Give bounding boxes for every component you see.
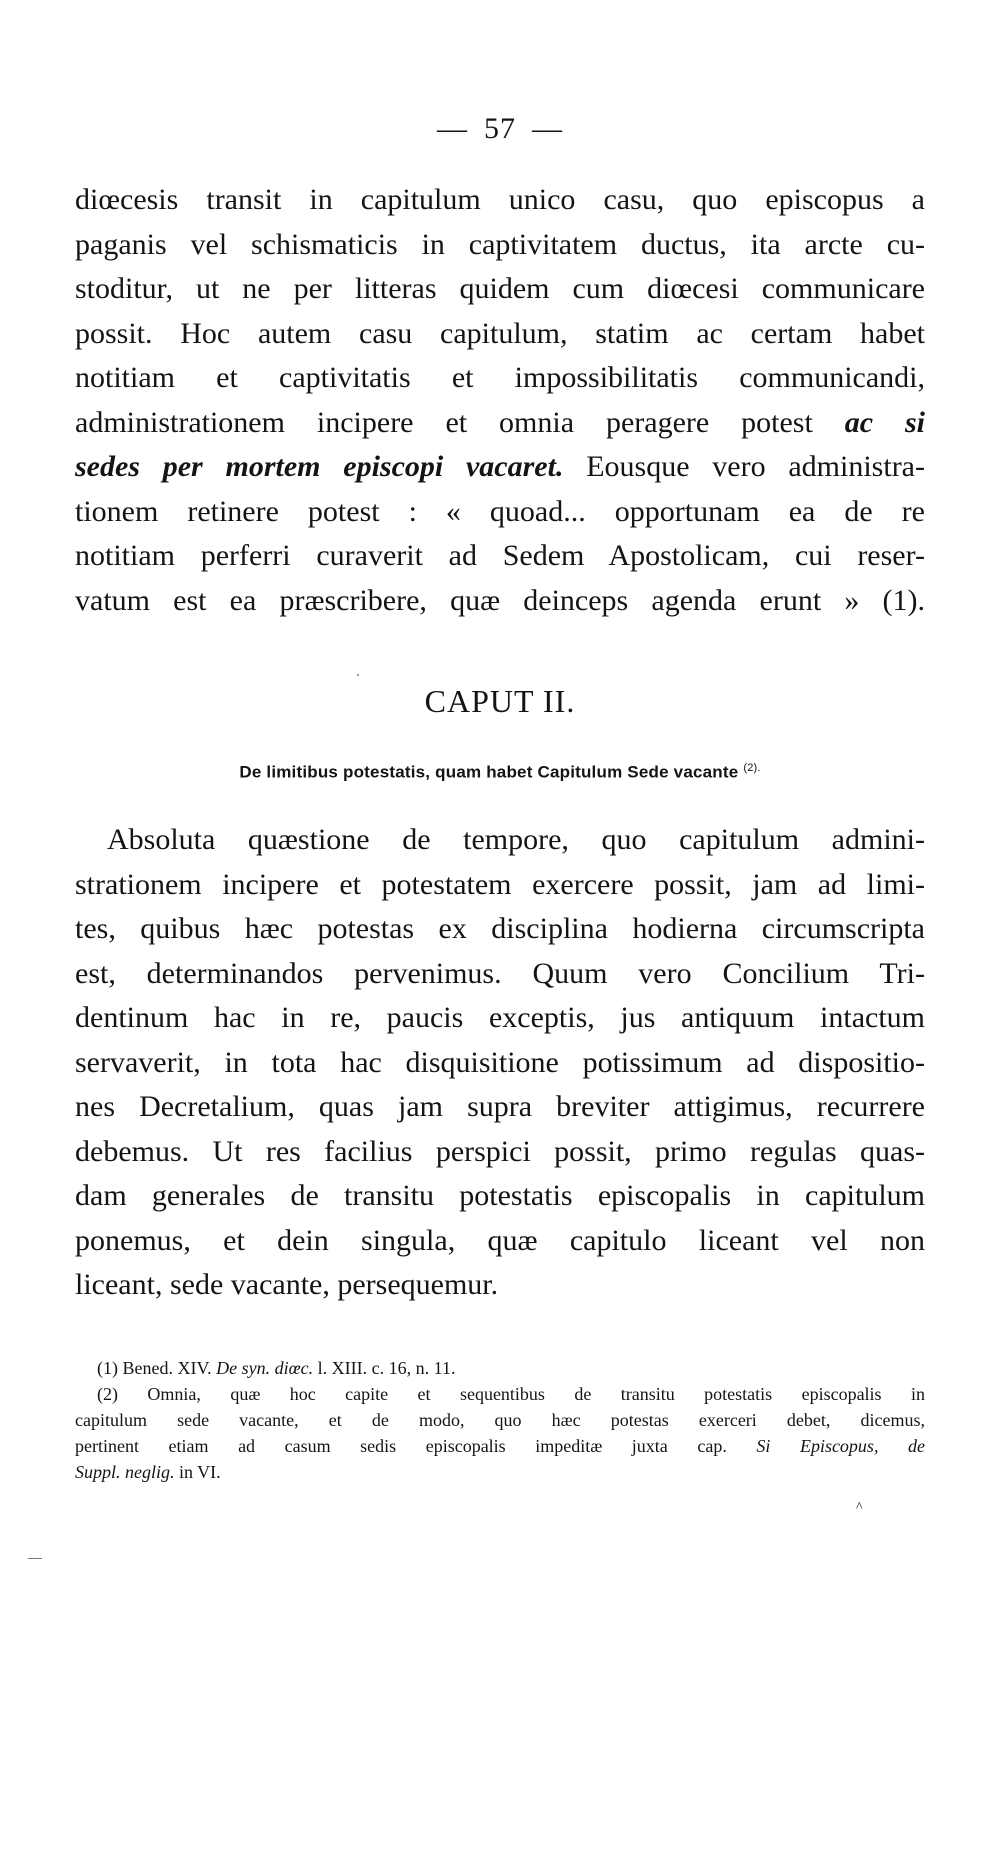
text-line: ponemus, et dein singula, quæ capitulo liceant vel non [75, 1223, 925, 1257]
text-line: notitiam perferri curaverit ad Sedem Apostolicam, cui reser- [75, 539, 925, 572]
text-line: servaverit, in tota hac disquisitione potissimum ad dispositio- [75, 1045, 925, 1079]
text-line: stoditur, ut ne per litteras quidem cum diœcesi communicare [75, 272, 925, 305]
footnote-2-line-4: in VI. [179, 1462, 221, 1482]
text-line: notitiam et captivitatis et impossibilitatis communicandi, [75, 361, 925, 394]
paragraph-main [75, 818, 925, 1308]
footnotes [75, 1355, 925, 1485]
footnote-reference: (2). [743, 762, 761, 774]
signature-mark: ^ [856, 1500, 863, 1515]
text-line: possit. Hoc autem casu capitulum, statim ac certam habet [75, 316, 925, 350]
text-line: liceant, sede vacante, persequemur. [75, 1268, 499, 1301]
footnote-1-title: De syn. diœc. [216, 1358, 314, 1378]
chapter-subheading [90, 762, 910, 783]
text-line-end: Eousque vero administra- [586, 450, 925, 483]
footnote-2-citation: Si Episcopus, de [756, 1436, 925, 1456]
text-line: dam generales de transitu potestatis episcopalis in capitulum [75, 1179, 925, 1212]
paragraph-continuation [75, 178, 925, 623]
text-line: debemus. Ut res facilius perspici possit, primo regulas quas- [75, 1134, 925, 1168]
text-line: strationem incipere et potestatem exercere possit, jam ad limi- [75, 867, 925, 901]
footnote-line: capitulum sede vacante, et de modo, quo hæc potestas exerceri debet, dicemus, [75, 1410, 925, 1430]
page-number [0, 112, 1000, 146]
italic-phrase: sedes per mortem episcopi vacaret. [75, 450, 564, 483]
footnote-1-ref: (1) Bened. XIV. [97, 1358, 212, 1378]
margin-mark [28, 1558, 42, 1559]
subheading-text: De limitibus potestatis, quam habet Capitulum Sede vacante [239, 762, 739, 782]
footnote-2-citation-cont: Suppl. neglig. [75, 1462, 175, 1482]
text-line: tes, quibus hæc potestas ex disciplina hodierna circumscripta [75, 912, 925, 945]
text-line: Absoluta quæstione de tempore, quo capitulum admini- [107, 823, 925, 856]
footnote-2 [75, 1381, 925, 1485]
footnote-line [75, 1433, 925, 1459]
page-number-dash-right: — [532, 112, 563, 145]
page-number-dash-left: — [437, 112, 468, 145]
italic-phrase: ac si [844, 405, 925, 439]
print-speck [357, 674, 359, 676]
footnote-2-line-3: pertinent etiam ad casum sedis episcopalis impeditæ juxta cap. [75, 1436, 727, 1456]
text-line: vatum est ea præscribere, quæ deinceps agenda erunt » (1). [75, 583, 925, 617]
footnote-2-line-1: (2) Omnia, quæ hoc capite et sequentibus de transitu potestatis episcopalis in [97, 1384, 925, 1404]
footnote-1 [75, 1355, 925, 1381]
footnote-line [75, 1459, 925, 1485]
page-number-value: 57 [484, 112, 516, 145]
text-line: tionem retinere potest : « quoad... opportunam ea de re [75, 494, 925, 528]
text-line: dentinum hac in re, paucis exceptis, jus antiquum intactum [75, 1001, 925, 1034]
text-line: paganis vel schismaticis in captivitatem ductus, ita arcte cu- [75, 227, 925, 261]
chapter-heading: CAPUT II. [424, 683, 576, 719]
text-line: est, determinandos pervenimus. Quum vero Concilium Tri- [75, 956, 925, 990]
text-line [75, 401, 925, 446]
text-line [75, 445, 925, 490]
text-line: nes Decretalium, quas jam supra breviter attigimus, recurrere [75, 1090, 925, 1123]
footnote-1-rest: l. XIII. c. 16, n. 11. [317, 1358, 456, 1378]
text-line-start: administrationem incipere et omnia peragere potest [75, 405, 813, 439]
footnote-line [75, 1355, 925, 1381]
text-line: diœcesis transit in capitulum unico casu, quo episcopus a [75, 183, 925, 216]
footnote-line [75, 1381, 925, 1407]
